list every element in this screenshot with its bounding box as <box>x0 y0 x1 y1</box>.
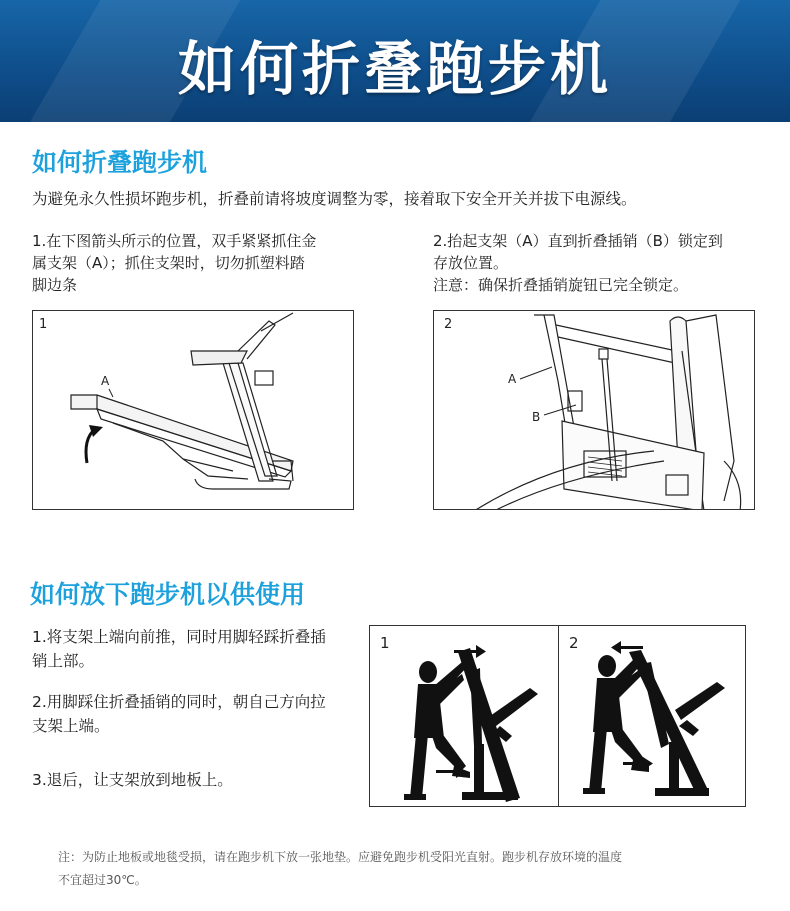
figure-2-diagram <box>433 310 755 510</box>
fold-intro: 为避免永久性损坏跑步机，折叠前请将坡度调整为零，接着取下安全开关并拔下电源线。 <box>32 190 637 208</box>
fold-step2 <box>433 230 723 296</box>
treadmill-side-illustration <box>33 311 354 510</box>
page-title: 如何折叠跑步机 <box>177 35 612 103</box>
footnote-line: 注：为防止地板或地毯受损，请在跑步机下放一张地垫。应避免跑步机受阳光直射。跑步机存放环境的温度 <box>58 850 623 864</box>
unfold-panel-1 <box>370 626 558 806</box>
figure-2-label-a: A <box>508 372 517 386</box>
unfold-step1 <box>32 625 326 673</box>
unfold-panel-1-number: 1 <box>380 634 390 652</box>
section-title-fold: 如何折叠跑步机 <box>32 148 208 177</box>
unfold-step2 <box>32 690 326 738</box>
unfold-panel-2 <box>559 626 747 806</box>
person-pulling-silhouette <box>559 626 747 808</box>
unfold-step1-line: 1.将支架上端向前推，同时用脚轻踩折叠插 <box>32 628 326 646</box>
fold-step1-line: 1.在下图箭头所示的位置，双手紧紧抓住金 <box>32 232 317 250</box>
unfold-step3: 3.退后，让支架放到地板上。 <box>32 771 233 789</box>
fold-step2-line: 2.抬起支架（A）直到折叠插销（B）锁定到 <box>433 232 723 250</box>
figure-2-number: 2 <box>444 317 453 332</box>
figure-1-number: 1 <box>39 317 48 332</box>
section-title-unfold: 如何放下跑步机以供使用 <box>30 580 306 609</box>
fold-step2-line: 存放位置。 <box>433 254 509 272</box>
header-banner <box>0 0 790 122</box>
unfold-step2-line: 支架上端。 <box>32 717 110 735</box>
figure-2-label-b: B <box>532 410 541 424</box>
footnote <box>58 846 622 892</box>
fold-step2-line: 注意：确保折叠插销旋钮已完全锁定。 <box>433 276 689 294</box>
footnote-line: 不宜超过30℃。 <box>58 873 147 887</box>
unfold-illustration-box <box>369 625 746 807</box>
unfold-panel-2-number: 2 <box>569 634 579 652</box>
treadmill-folded-illustration <box>434 311 755 510</box>
figure-1-label-a: A <box>101 374 110 388</box>
figure-1-diagram <box>32 310 354 510</box>
fold-step1-line: 属支架（A）；抓住支架时，切勿抓塑料踏 <box>32 254 305 272</box>
person-pushing-silhouette <box>370 626 558 808</box>
fold-step1 <box>32 230 316 296</box>
unfold-step1-line: 销上部。 <box>32 652 95 670</box>
unfold-step2-line: 2.用脚踩住折叠插销的同时，朝自己方向拉 <box>32 693 326 711</box>
fold-step1-line: 脚边条 <box>32 276 78 294</box>
